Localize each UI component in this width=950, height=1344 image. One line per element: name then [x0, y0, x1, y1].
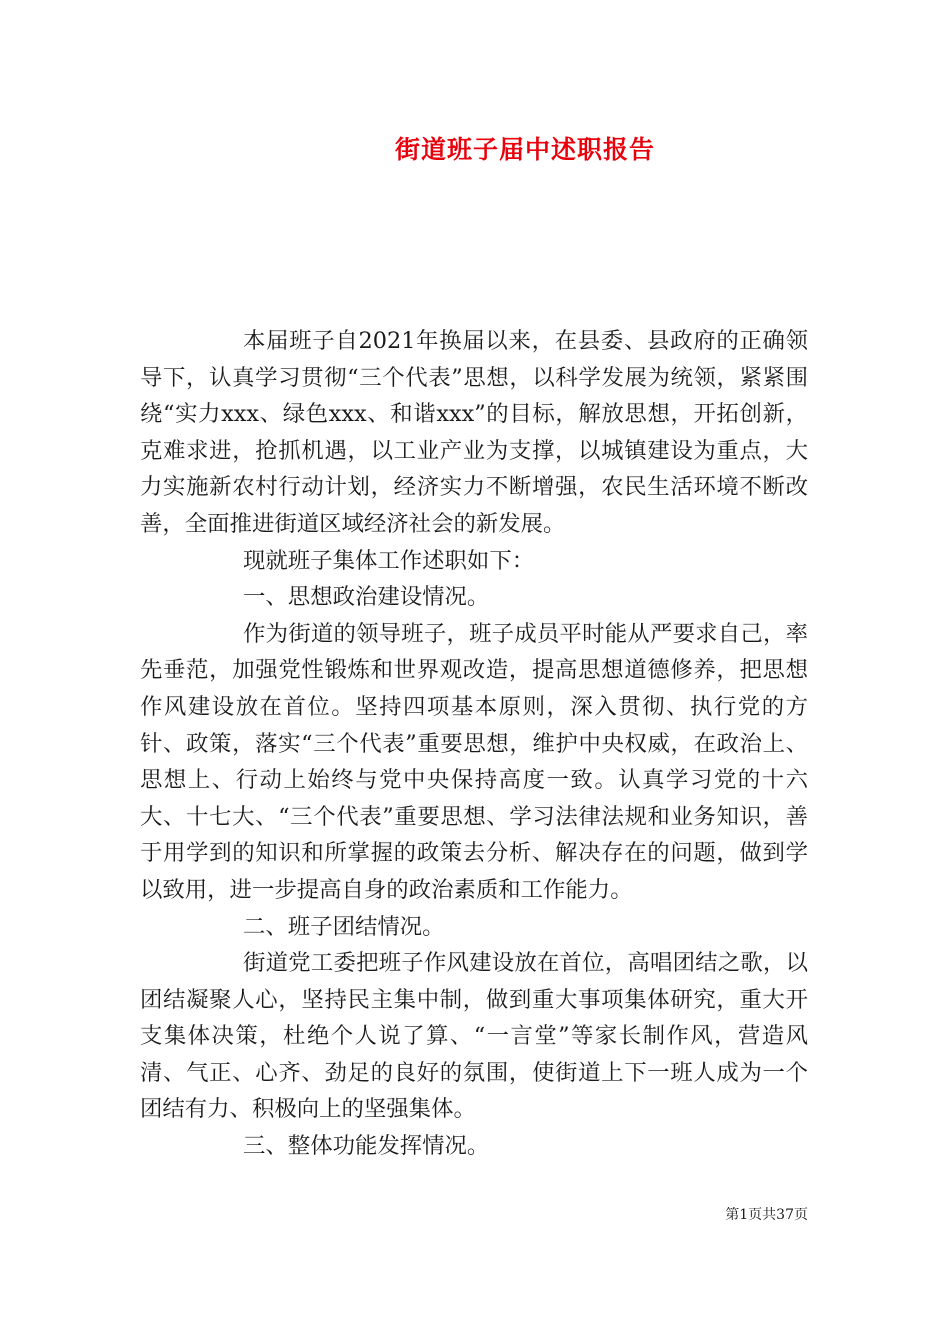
- section-heading-2: 二、班子团结情况。: [243, 913, 445, 940]
- section-heading-1: 一、思想政治建设情况。: [243, 584, 490, 611]
- document-body: [140, 323, 808, 1165]
- section-heading-3: 三、整体功能发挥情况。: [243, 1133, 490, 1160]
- paragraph-section-2: 街道党工委把班子作风建设放在首位，高唱团结之歌，以团结凝聚人心，坚持民主集中制，做到重大事项集体研究，重大开支集体决策，杜绝个人说了算、“一言堂”等家长制作风，营造风清、气正、心齐、劲足的良好的氛围，使街道上下一班人成为一个团结有力、积极向上的坚强集体。: [140, 950, 808, 1123]
- paragraph-intro: 本届班子自2021年换届以来，在县委、县政府的正确领导下，认真学习贯彻“三个代表”思想，以科学发展为统领，紧紧围绕“实力xxx、绿色xxx、和谐xxx”的目标，解放思想，开拓创新，克难求进，抢抓机遇，以工业产业为支撑，以城镇建设为重点，大力实施新农村行动计划，经济实力不断增强，农民生活环境不断改善，全面推进街道区域经济社会的新发展。: [140, 328, 808, 537]
- paragraph-lead: 现就班子集体工作述职如下：: [243, 547, 535, 574]
- page-number: 第1页共37页: [725, 1207, 808, 1223]
- paragraph-section-1: 作为街道的领导班子，班子成员平时能从严要求自己，率先垂范，加强党性锻炼和世界观改造，提高思想道德修养，把思想作风建设放在首位。坚持四项基本原则，深入贯彻、执行党的方针、政策，落实“三个代表”重要思想，维护中央权威，在政治上、思想上、行动上始终与党中央保持高度一致。认真学习党的十六大、十七大、“三个代表”重要思想、学习法律法规和业务知识，善于用学到的知识和所掌握的政策去分析、解决存在的问题，做到学以致用，进一步提高自身的政治素质和工作能力。: [140, 620, 808, 903]
- document-title: 街道班子届中述职报告: [394, 135, 655, 164]
